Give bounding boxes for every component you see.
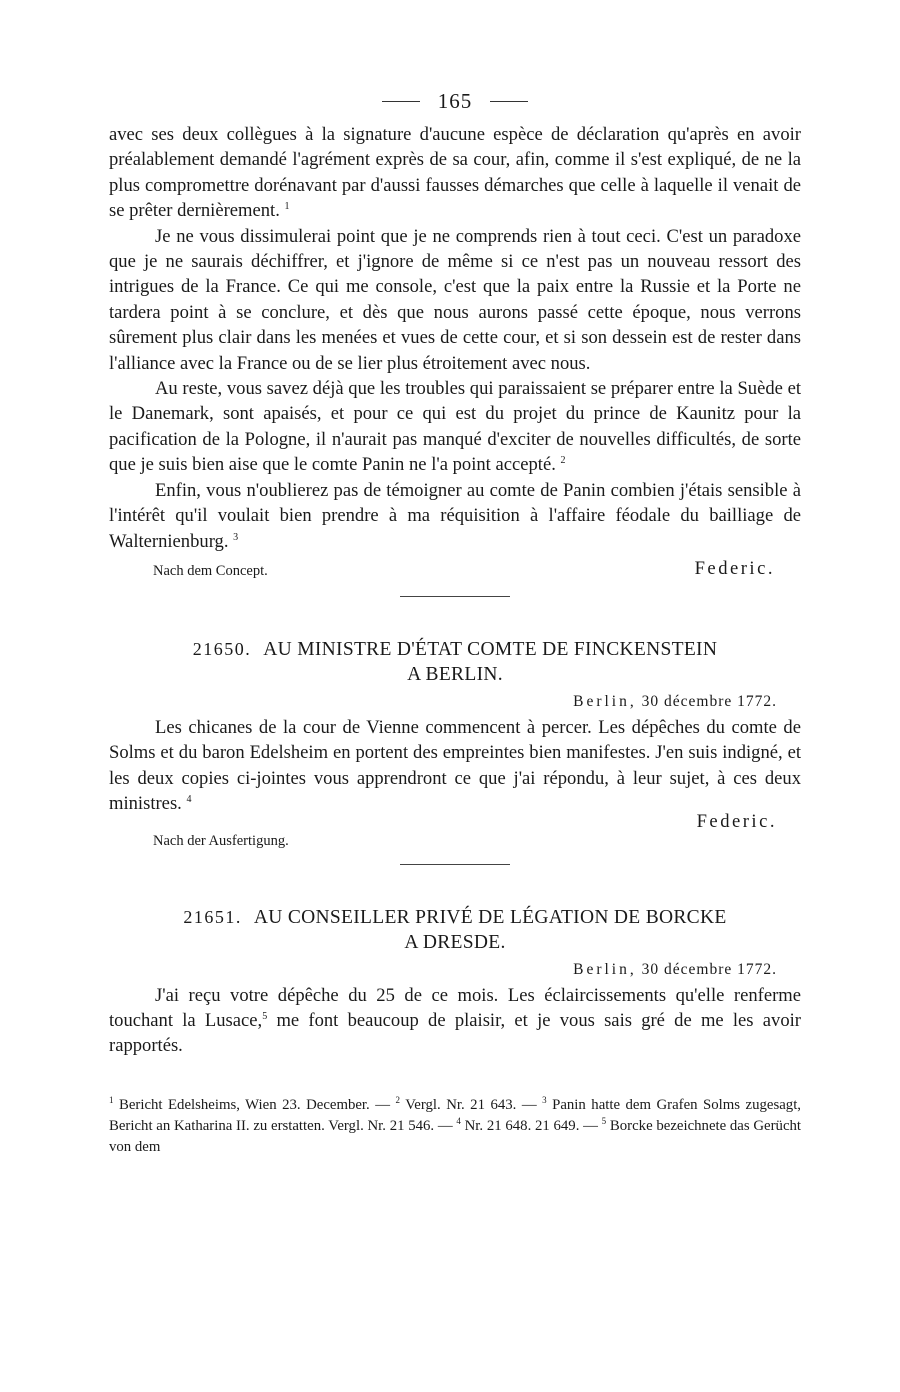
source-note: Nach der Ausfertigung. — [153, 832, 289, 849]
dateline — [109, 693, 801, 711]
footnote-marker: 2 — [560, 455, 566, 467]
signature: Federic. — [696, 810, 777, 832]
section-divider — [400, 864, 510, 865]
paragraph-3 — [109, 376, 801, 478]
place: Berlin, — [573, 692, 637, 710]
dateline — [109, 961, 801, 979]
header-dash-left — [382, 101, 420, 102]
document-heading-21650 — [109, 637, 801, 687]
section-divider — [400, 596, 510, 597]
paragraph-3-text: Au reste, vous savez déjà que les troubles qui paraissaient se préparer entre la Suède et le Danemark, sont apaisés, et pour ce qui est du projet du prince de Kaunitz pour la pacification de la Pologne, il n'aurait pas manqué d'exciter de nouvelles difficultés, de sorte que je suis bien aise que le comte Panin ne l'a point accepté. — [109, 378, 801, 476]
document-number: 21650. — [192, 638, 252, 659]
letter-text-part-a: J'ai reçu votre dépêche du 25 de ce mois. Les éclaircissements qu'elle renferme touchant la Lusace, — [109, 984, 801, 1031]
heading-line-1 — [109, 637, 801, 662]
footnote-marker: 3 — [233, 531, 239, 543]
paragraph-1 — [109, 122, 801, 224]
letter-text-body: Les chicanes de la cour de Vienne commencent à percer. Les dépêches du comte de Solms et du baron Edelsheim en portent des empreintes bien manifestes. J'en suis indigné, et les deux copies ci-jointes vous apprendront ce que j'ai répondu, à leur sujet, à ces deux ministres. — [109, 716, 801, 815]
footnote-marker: 5 — [262, 1010, 268, 1022]
page-header — [109, 86, 801, 116]
date: 30 décembre 1772. — [641, 960, 777, 978]
paragraph-4 — [109, 478, 801, 554]
footnote-marker: 5 — [601, 1115, 607, 1126]
letter-text — [109, 983, 801, 1059]
source-note: Nach dem Concept. — [153, 562, 268, 579]
letter-text-part-b: me font beaucoup de plaisir, et je vous sais gré de me les avoir rapportés. — [109, 1009, 801, 1057]
footnote-marker: 3 — [542, 1094, 547, 1105]
footnote-1: Bericht Edelsheims, Wien 23. December. — — [118, 1096, 391, 1113]
date: 30 décembre 1772. — [641, 692, 777, 710]
footnote-marker: 1 — [109, 1094, 114, 1105]
letter-text — [109, 715, 801, 817]
closing-row — [109, 554, 801, 580]
footnote-marker: 4 — [456, 1115, 461, 1126]
footnote-4: Nr. 21 648. 21 649. — — [464, 1117, 598, 1134]
signature: Federic. — [694, 557, 775, 579]
footnote-5: Borcke bezeichnete das Gerücht von dem — [109, 1117, 802, 1155]
heading-line-2: A DRESDE. — [404, 931, 506, 953]
addressee: AU CONSEILLER PRIVÉ DE LÉGATION DE BORCKE — [253, 906, 727, 928]
footnote-3: Panin hatte dem Grafen Solms zugesagt, Bericht an Katharina II. zu erstatten. Vergl. Nr. 21 546. — — [109, 1096, 802, 1134]
paragraph-2: Je ne vous dissimulerai point que je ne comprends rien à tout ceci. C'est un paradoxe que je ne saurais déchiffrer, et j'ignore de même si ce n'est pas un nouveau ressort des intrigues de la France. Ce qui me console, c'est que la paix entre la Russie et la Porte ne tardera point à se conclure, et dès que nous aurons passé cette époque, nous verrons sûrement plus clair dans les menées et vues de cette cour, et si son dessein est de rester dans l'alliance avec la France ou de se lier plus étroitement avec nous. — [109, 225, 801, 374]
footnotes — [109, 1095, 801, 1158]
addressee: AU MINISTRE D'ÉTAT COMTE DE FINCKENSTEIN — [263, 638, 718, 660]
paragraph-1-text: avec ses deux collègues à la signature d'aucune espèce de déclaration qu'après en avoir préalablement demandé l'agrément exprès de sa cour, afin, comme il s'est expliqué, de ne la plus compromettre dorénavant par d'aussi fausses démarches que celle à laquelle il venait de se prêter dernièrement. — [109, 124, 801, 222]
footnote-marker: 2 — [395, 1094, 401, 1105]
footnote-marker: 1 — [284, 201, 290, 213]
heading-line-2: A BERLIN. — [407, 663, 503, 685]
paragraph-4-text: Enfin, vous n'oublierez pas de témoigner au comte de Panin combien j'étais sensible à l'intérêt qu'il voulait bien prendre à ma réquisition à l'affaire féodale du bailliage de Walternienburg. — [109, 479, 801, 552]
place: Berlin, — [573, 960, 637, 978]
footnote-marker: 4 — [186, 793, 192, 805]
footnote-2: Vergl. Nr. 21 643. — — [405, 1096, 537, 1113]
page-number: 165 — [437, 88, 473, 113]
heading-line-1 — [109, 905, 801, 930]
document-heading-21651 — [109, 905, 801, 955]
page — [109, 86, 801, 1158]
document-number: 21651. — [183, 906, 242, 927]
header-dash-right — [490, 101, 528, 102]
